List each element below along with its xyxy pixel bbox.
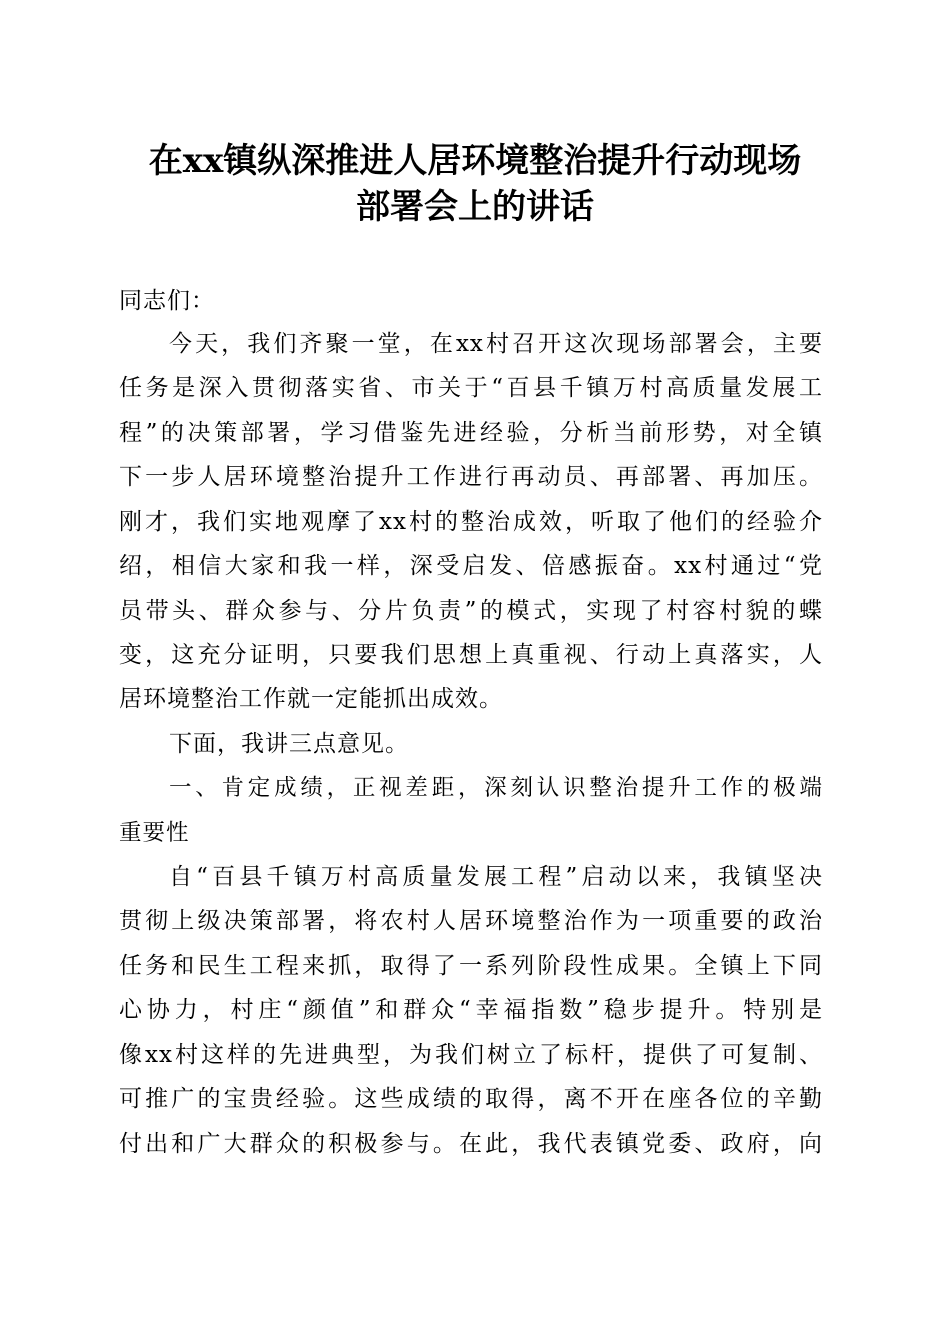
paragraph-line: 员带头、群众参与、分片负责”的模式，实现了村容村貌的蝶 <box>119 598 823 624</box>
paragraph-line: 任务和民生工程来抓，取得了一系列阶段性成果。全镇上下同 <box>119 953 823 979</box>
salutation: 同志们： <box>119 288 215 314</box>
transition-line: 下面，我讲三点意见。 <box>169 731 409 757</box>
paragraph-line: 今天，我们齐聚一堂，在xx村召开这次现场部署会，主要 <box>169 331 823 357</box>
title-line-1: 在xx镇纵深推进人居环境整治提升行动现场 <box>148 141 802 181</box>
paragraph-line: 变，这充分证明，只要我们思想上真重视、行动上真落实，人 <box>119 642 823 668</box>
section-heading: 一、肯定成绩，正视差距，深刻认识整治提升工作的极端 <box>169 775 823 801</box>
paragraph-line: 刚才，我们实地观摩了xx村的整治成效，听取了他们的经验介 <box>119 509 823 535</box>
paragraph-line: 程”的决策部署，学习借鉴先进经验，分析当前形势，对全镇 <box>119 420 823 446</box>
paragraph-line: 居环境整治工作就一定能抓出成效。 <box>119 686 503 712</box>
paragraph-line: 可推广的宝贵经验。这些成绩的取得，离不开在座各位的辛勤 <box>119 1086 823 1112</box>
paragraph-line: 像xx村这样的先进典型，为我们树立了标杆，提供了可复制、 <box>119 1042 823 1068</box>
section-heading: 重要性 <box>119 820 190 846</box>
paragraph-line: 绍，相信大家和我一样，深受启发、倍感振奋。xx村通过“党 <box>119 553 823 579</box>
paragraph-line: 任务是深入贯彻落实省、市关于“百县千镇万村高质量发展工 <box>119 375 823 401</box>
paragraph-line: 下一步人居环境整治提升工作进行再动员、再部署、再加压。 <box>119 464 823 490</box>
title-line-2: 部署会上的讲话 <box>356 187 594 227</box>
paragraph-line: 付出和广大群众的积极参与。在此，我代表镇党委、政府，向 <box>119 1131 823 1157</box>
paragraph-line: 贯彻上级决策部署，将农村人居环境整治作为一项重要的政治 <box>119 908 823 934</box>
paragraph-line: 心协力，村庄“颜值”和群众“幸福指数”稳步提升。特别是 <box>119 997 823 1023</box>
paragraph-line: 自“百县千镇万村高质量发展工程”启动以来，我镇坚决 <box>169 864 823 890</box>
